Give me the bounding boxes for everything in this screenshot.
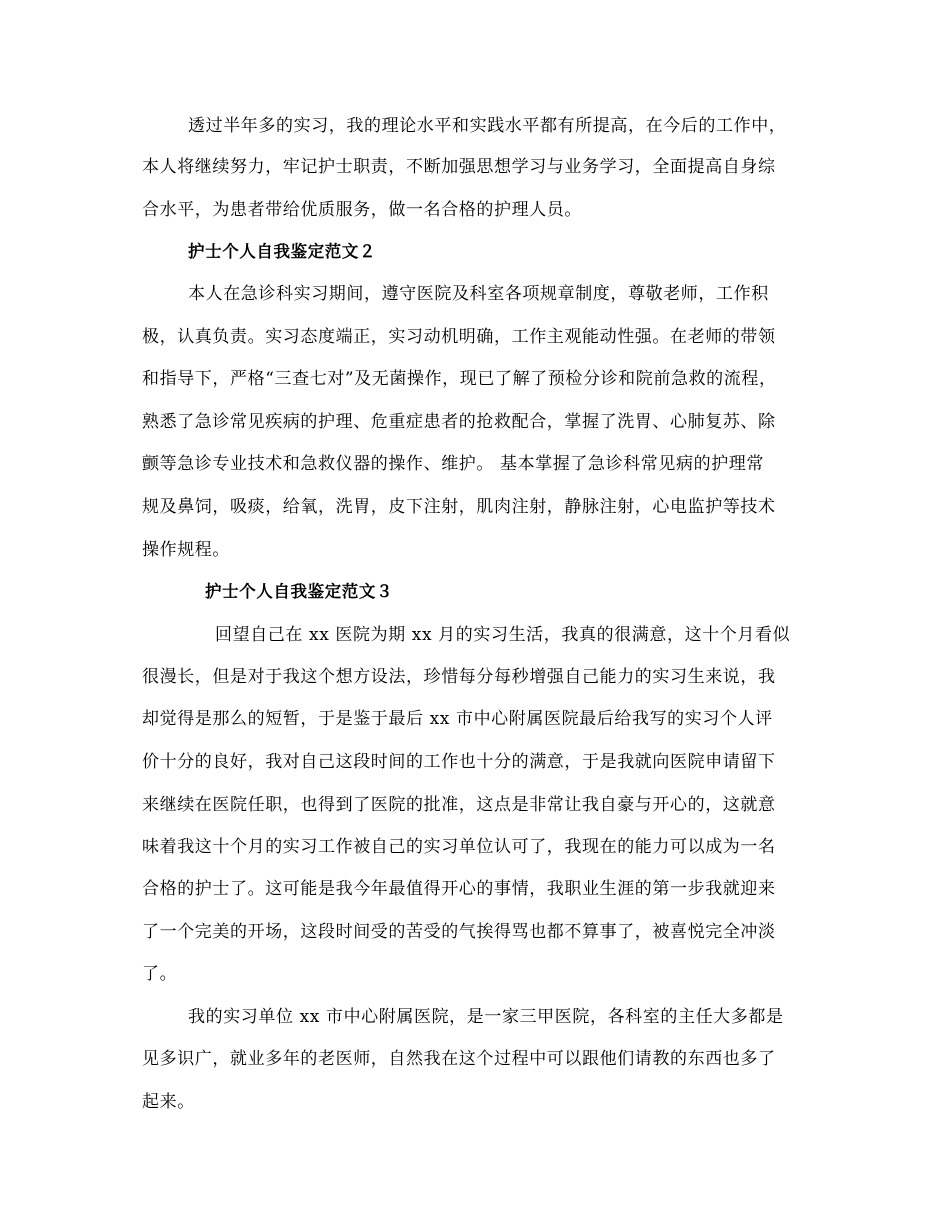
paragraph-line: 规及鼻饲，吸痰，给氧，洗胃，皮下注射，肌肉注射，静脉注射，心电监护等技术 [142, 497, 776, 517]
paragraph-line: 极，认真负责。实习态度端正，实习动机明确，工作主观能动性强。在老师的带领 [142, 327, 776, 347]
paragraph-line: 熟悉了急诊常见疾病的护理、危重症患者的抢救配合，掌握了洗胃、心肺复苏、除 [142, 412, 776, 432]
paragraph-line: 起来。 [142, 1092, 195, 1112]
paragraph-line: 来继续在医院任职，也得到了医院的批准，这点是非常让我自豪与开心的，这就意 [142, 795, 776, 815]
section-heading: 护士个人自我鉴定范文２ [188, 242, 377, 261]
paragraph-line: 我的实习单位 xx 市中心附属医院，是一家三甲医院，各科室的主任大多都是 [188, 1007, 784, 1027]
paragraph-line: 本人将继续努力，牢记护士职责，不断加强思想学习与业务学习，全面提高自身综 [142, 157, 776, 177]
paragraph-line: 了一个完美的开场，这段时间受的苦受的气挨得骂也都不算事了，被喜悦完全冲淡 [142, 922, 776, 942]
paragraph-line: 合格的护士了。这可能是我今年最值得开心的事情，我职业生涯的第一步我就迎来 [142, 879, 776, 899]
paragraph-line: 和指导下，严格“三查七对”及无菌操作，现已了解了预检分诊和院前急救的流程， [142, 369, 777, 389]
paragraph-line: 透过半年多的实习，我的理论水平和实践水平都有所提高，在今后的工作中， [188, 116, 787, 136]
section-heading: 护士个人自我鉴定范文３ [205, 582, 394, 601]
paragraph-line: 本人在急诊科实习期间，遵守医院及科室各项规章制度，尊敬老师，工作积 [188, 284, 769, 304]
paragraph-line: 回望自己在 xx 医院为期 xx 月的实习生活，我真的很满意，这十个月看似 [215, 625, 791, 645]
paragraph-line: 见多识广，就业多年的老医师，自然我在这个过程中可以跟他们请教的东西也多了 [142, 1049, 776, 1069]
paragraph-line: 了。 [142, 964, 178, 984]
paragraph-line: 却觉得是那么的短暂，于是鉴于最后 xx 市中心附属医院最后给我写的实习个人评 [142, 709, 773, 729]
paragraph-line: 颤等急诊专业技术和急救仪器的操作、维护。 基本掌握了急诊科常见病的护理常 [142, 454, 765, 474]
paragraph-line: 很漫长，但是对于我这个想方设法，珍惜每分每秒增强自己能力的实习生来说，我 [142, 667, 776, 687]
paragraph-line: 味着我这十个月的实习工作被自己的实习单位认可了，我现在的能力可以成为一名 [142, 837, 776, 857]
paragraph-line: 合水平，为患者带给优质服务，做一名合格的护理人员。 [142, 200, 582, 220]
paragraph-line: 价十分的良好，我对自己这段时间的工作也十分的满意，于是我就向医院申请留下 [142, 752, 776, 772]
paragraph-line: 操作规程。 [142, 540, 230, 560]
